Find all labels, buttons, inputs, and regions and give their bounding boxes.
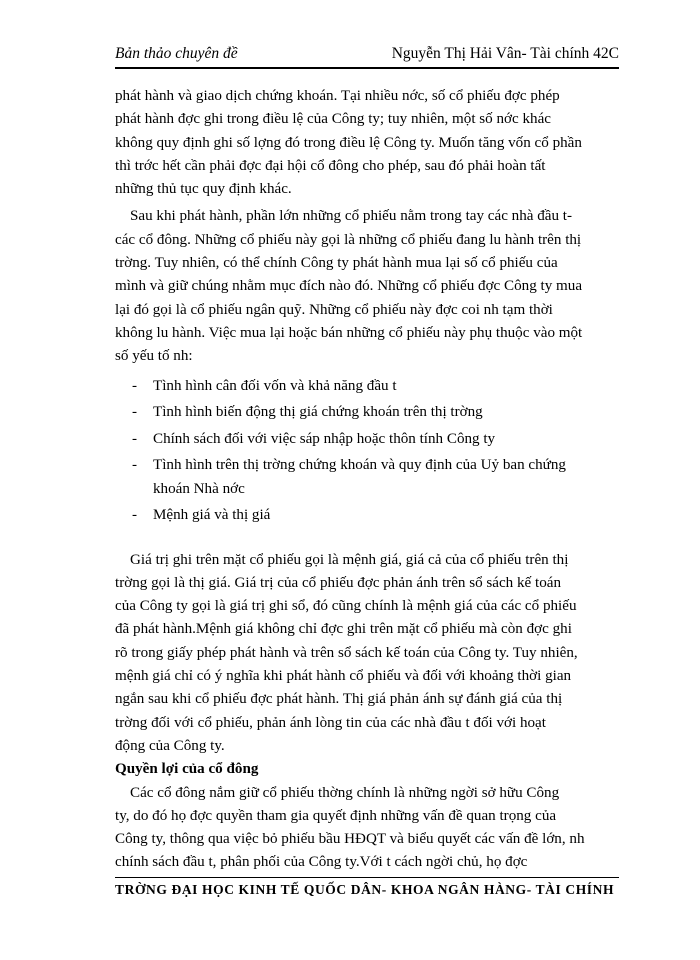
text-line: những thủ tục quy định khác. — [115, 181, 292, 198]
header-author: Nguyễn Thị Hải Vân- Tài chính 42C — [391, 45, 619, 62]
list-item — [115, 426, 621, 453]
text-line: Công ty, thông qua việc bỏ phiếu bầu HĐQT và biểu quyết các vấn đề lớn, nh — [115, 831, 585, 848]
list-item-text: Tình hình trên thị trờng chứng khoán và quy định của Uỷ ban chứng — [153, 457, 566, 474]
text-line: các cổ đông. Những cổ phiếu này gọi là những cổ phiếu đang lu hành trên thị — [115, 231, 582, 248]
text-line: trờng gọi là thị giá. Giá trị của cổ phiếu đợc phản ánh trên sổ sách kế toán — [115, 574, 562, 591]
list-item — [115, 502, 621, 529]
text-line: thì trớc hết cần phải đợc đại hội cổ đông cho phép, sau đó phải hoàn tất — [115, 157, 546, 174]
list-item — [115, 373, 621, 400]
list-item-text: Chính sách đối với việc sáp nhập hoặc thôn tính Công ty — [153, 430, 496, 447]
text-line: Sau khi phát hành, phần lớn những cổ phiếu nằm trong tay các nhà đầu t- — [130, 208, 573, 225]
text-line: Giá trị ghi trên mặt cổ phiếu gọi là mệnh giá, giá cả của cổ phiếu trên thị — [130, 551, 569, 568]
list-item-text: Tình hình biến động thị giá chứng khoán trên thị trờng — [153, 404, 483, 421]
list-item-text: Tình hình cân đối vốn và khả năng đầu t — [153, 377, 397, 394]
text-line: mình và giữ chúng nhằm mục đích nào đó. Những cổ phiếu đợc Công ty mua — [115, 278, 583, 295]
bullet-dash: - — [132, 404, 138, 421]
text-line: số yếu tố nh: — [115, 348, 193, 365]
header-document-title: Bản thảo chuyên đề — [115, 45, 238, 62]
footer-institution: TRỜNG ĐẠI HỌC KINH TẾ QUỐC DÂN- KHOA NGÂN HÀNG- TÀI CHÍNH — [115, 882, 615, 897]
text-line: của Công ty gọi là giá trị ghi sổ, đó cũng chính là mệnh giá của các cổ phiếu — [115, 598, 577, 615]
text-line: động của Công ty. — [115, 737, 225, 754]
text-line: phát hành và giao dịch chứng khoán. Tại nhiều nớc, số cổ phiếu đợc phép — [115, 88, 560, 104]
section-heading: Quyền lợi của cổ đông — [115, 761, 259, 778]
bullet-list — [115, 373, 621, 529]
paragraph-1 — [115, 85, 621, 201]
text-line: rõ trong giấy phép phát hành và trên sổ sách kế toán của Công ty. Tuy nhiên, — [115, 644, 578, 661]
paragraph-3 — [115, 549, 621, 759]
text-line: phát hành đợc ghi trong điều lệ của Công ty; tuy nhiên, một số nớc khác — [115, 111, 551, 128]
bullet-dash: - — [132, 430, 138, 447]
text-line: ty, do đó họ đợc quyền tham gia quyết định những vấn đề quan trọng của — [115, 807, 557, 824]
text-line: không lu hành. Việc mua lại hoặc bán những cổ phiếu này phụ thuộc vào một — [115, 324, 583, 341]
text-line: chính sách đầu t, phân phối của Công ty.Với t cách ngời chủ, họ đợc — [115, 854, 528, 871]
text-line: lại đó gọi là cổ phiếu ngân quỹ. Những cổ phiếu này đợc coi nh tạm thời — [115, 301, 553, 318]
bullet-dash: - — [132, 457, 138, 474]
text-line: trờng đối với cổ phiếu, phản ánh lòng tin của các nhà đầu t đối với hoạt — [115, 714, 546, 731]
page-footer — [115, 877, 619, 918]
list-item-text: Mệnh giá và thị giá — [153, 506, 271, 523]
page-header — [115, 43, 619, 69]
bullet-dash: - — [132, 377, 138, 394]
paragraph-2 — [115, 205, 621, 368]
text-line: Các cổ đông nắm giữ cổ phiếu thờng chính là những ngời sở hữu Công — [130, 784, 560, 801]
text-line: ngắn sau khi cổ phiếu đợc phát hành. Thị giá phản ánh sự đánh giá của thị — [115, 691, 563, 708]
document-body — [115, 85, 621, 875]
list-item — [115, 399, 621, 426]
spacer — [115, 529, 621, 549]
text-line: trờng. Tuy nhiên, có thể chính Công ty phát hành mua lại số cổ phiếu của — [115, 255, 558, 272]
list-item-text-continued: khoán Nhà nớc — [153, 480, 245, 497]
text-line: mệnh giá chỉ có ý nghĩa khi phát hành cổ phiếu và đối với khoảng thời gian — [115, 668, 572, 685]
paragraph-4 — [115, 782, 621, 875]
text-line: đã phát hành.Mệnh giá không chỉ đợc ghi trên mặt cổ phiếu mà còn đợc ghi — [115, 621, 572, 638]
list-item — [115, 452, 621, 479]
text-line: không quy định ghi số lợng đó trong điều lệ Công ty. Muốn tăng vốn cổ phần — [115, 134, 582, 151]
bullet-dash: - — [132, 506, 138, 523]
